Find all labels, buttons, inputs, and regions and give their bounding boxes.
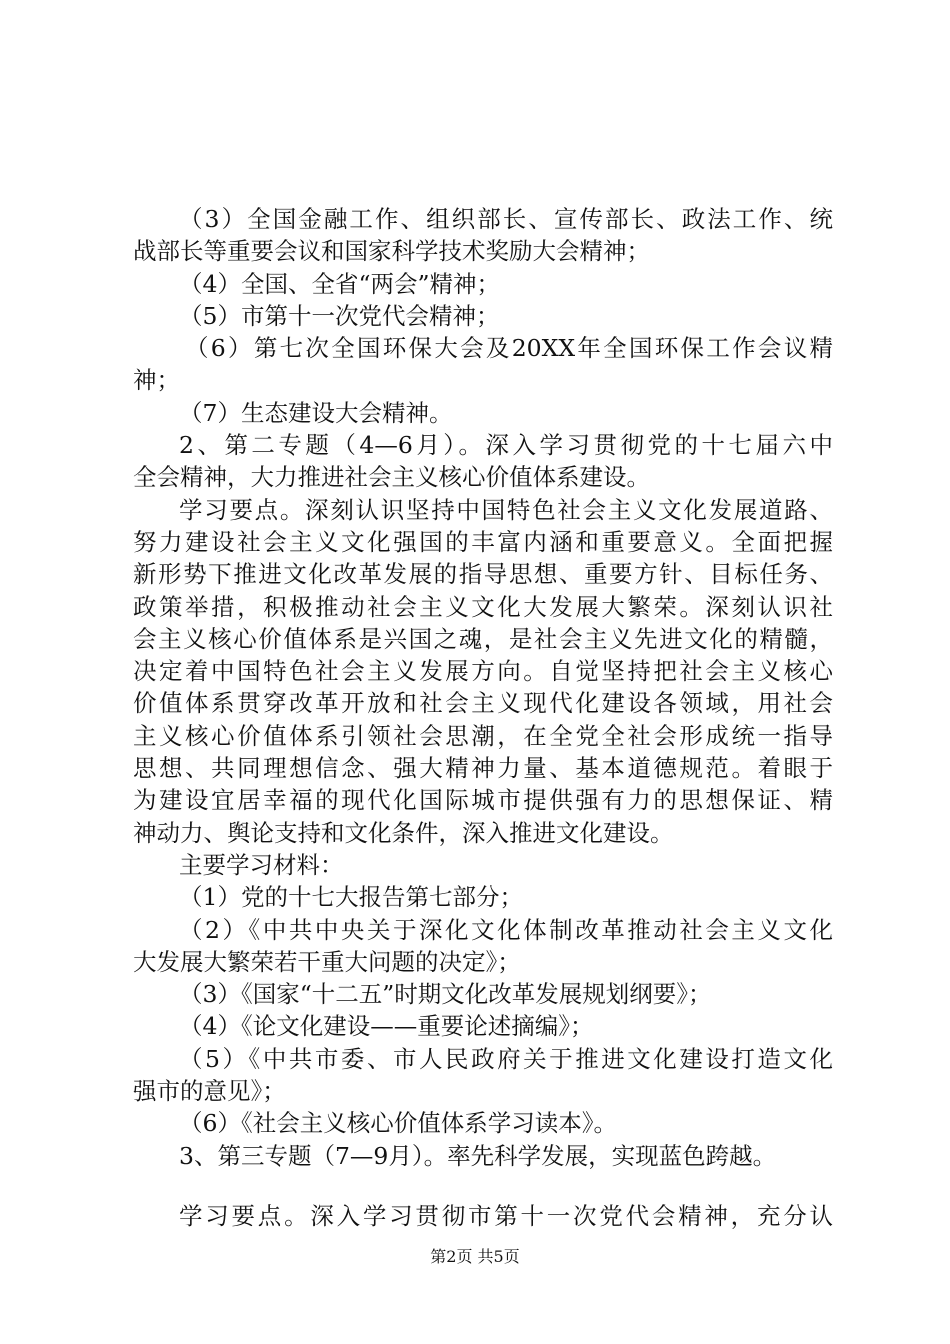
text-line: 战部长等重要会议和国家科学技术奖励大会精神； bbox=[133, 237, 650, 266]
text-line: （3）《国家“十二五”时期文化改革发展规划纲要》； bbox=[179, 980, 712, 1009]
text-line: （7）生态建设大会精神。 bbox=[179, 398, 453, 427]
text-line: （5）《中共市委、市人民政府关于推进文化建设打造文化 bbox=[179, 1044, 833, 1073]
text-line: （4）《论文化建设——重要论述摘编》； bbox=[179, 1012, 594, 1041]
text-line: 全会精神，大力推进社会主义核心价值体系建设。 bbox=[133, 463, 650, 492]
page-footer bbox=[0, 1244, 950, 1267]
text-line: 思想、共同理想信念、强大精神力量、基本道德规范。着眼于 bbox=[133, 754, 833, 783]
text-line: 主要学习材料： bbox=[179, 850, 344, 879]
text-line: 为建设宜居幸福的现代化国际城市提供强有力的思想保证、精 bbox=[133, 786, 833, 815]
text-line: 学习要点。深刻认识坚持中国特色社会主义文化发展道路、 bbox=[179, 495, 833, 524]
text-line: 神动力、舆论支持和文化条件，深入推进文化建设。 bbox=[133, 818, 674, 847]
text-line: （4）全国、全省“两会”精神； bbox=[179, 269, 500, 298]
text-line: （2）《中共中央关于深化文化体制改革推动社会主义文化 bbox=[179, 915, 833, 944]
text-line: 会主义核心价值体系是兴国之魂，是社会主义先进文化的精髓， bbox=[133, 624, 833, 653]
text-line: 神； bbox=[133, 366, 180, 395]
text-line: （1）党的十七大报告第七部分； bbox=[179, 883, 523, 912]
text-line: 决定着中国特色社会主义发展方向。自觉坚持把社会主义核心 bbox=[133, 657, 833, 686]
text-line: 价值体系贯穿改革开放和社会主义现代化建设各领域，用社会 bbox=[133, 689, 833, 718]
text-line: 政策举措，积极推动社会主义文化大发展大繁荣。深刻认识社 bbox=[133, 592, 833, 621]
text-line: 主义核心价值体系引领社会思潮，在全党全社会形成统一指导 bbox=[133, 721, 833, 750]
text-line: （6）《社会主义核心价值体系学习读本》。 bbox=[179, 1109, 617, 1138]
text-line: 新形势下推进文化改革发展的指导思想、重要方针、目标任务、 bbox=[133, 560, 833, 589]
text-line: （5）市第十一次党代会精神； bbox=[179, 301, 500, 330]
text-line: 强市的意见》； bbox=[133, 1077, 286, 1106]
text-line: （3）全国金融工作、组织部长、宣传部长、政法工作、统 bbox=[179, 205, 833, 233]
text-line: 大发展大繁荣若干重大问题的决定》； bbox=[133, 947, 521, 976]
text-line bbox=[133, 1172, 833, 1200]
text-line: 努力建设社会主义文化强国的丰富内涵和重要意义。全面把握 bbox=[133, 527, 833, 556]
text-line: 3、第三专题（7—9月）。率先科学发展，实现蓝色跨越。 bbox=[179, 1141, 777, 1170]
text-line: 学习要点。深入学习贯彻市第十一次党代会精神，充分认 bbox=[179, 1201, 833, 1230]
document-body bbox=[133, 203, 833, 1232]
page-number-label: 第2页 共5页 bbox=[430, 1247, 520, 1266]
text-line: （6）第七次全国环保大会及20XX年全国环保工作会议精 bbox=[185, 334, 833, 363]
text-line: 2、第二专题（4—6月）。深入学习贯彻党的十七届六中 bbox=[179, 431, 833, 460]
